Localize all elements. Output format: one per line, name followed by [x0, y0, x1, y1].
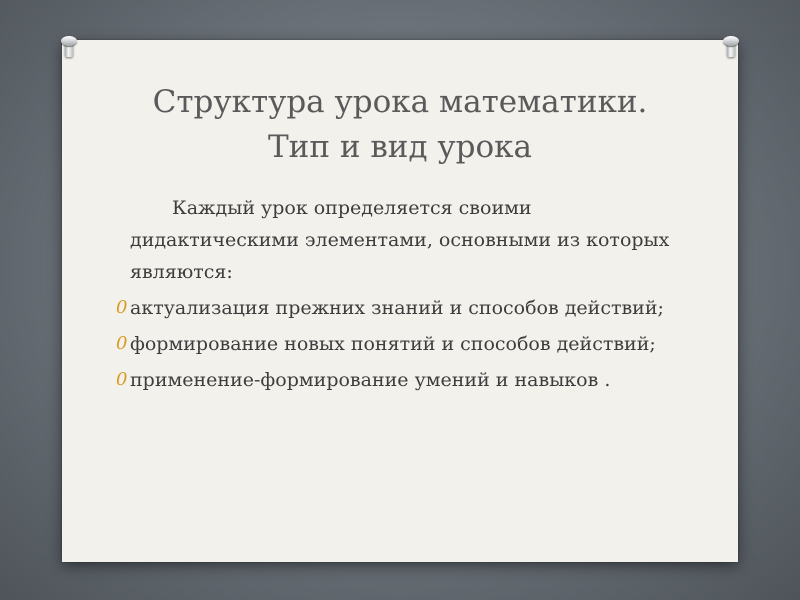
slide-title-line1: Структура урока математики. [152, 84, 648, 120]
list-item [116, 364, 690, 396]
bullet-list [116, 292, 690, 396]
bullet-text: формирование новых понятий и способов действий; [130, 333, 656, 355]
list-item [116, 328, 690, 360]
slide-body [116, 192, 690, 400]
bullet-text: актуализация прежних знаний и способов действий; [130, 297, 664, 319]
pushpin-left-icon [60, 36, 78, 58]
slide-title [0, 80, 800, 170]
bullet-marker-icon: 0 [116, 297, 128, 318]
bullet-marker-icon: 0 [116, 369, 128, 390]
intro-paragraph: Каждый урок определяется своими дидактическими элементами, основными из которых являются: [130, 197, 670, 283]
slide-title-line2: Тип и вид урока [267, 129, 533, 165]
pushpin-right-icon [722, 36, 740, 58]
bullet-marker-icon: 0 [116, 333, 128, 354]
list-item [116, 292, 690, 324]
bullet-text: применение-формирование умений и навыков . [130, 369, 611, 391]
